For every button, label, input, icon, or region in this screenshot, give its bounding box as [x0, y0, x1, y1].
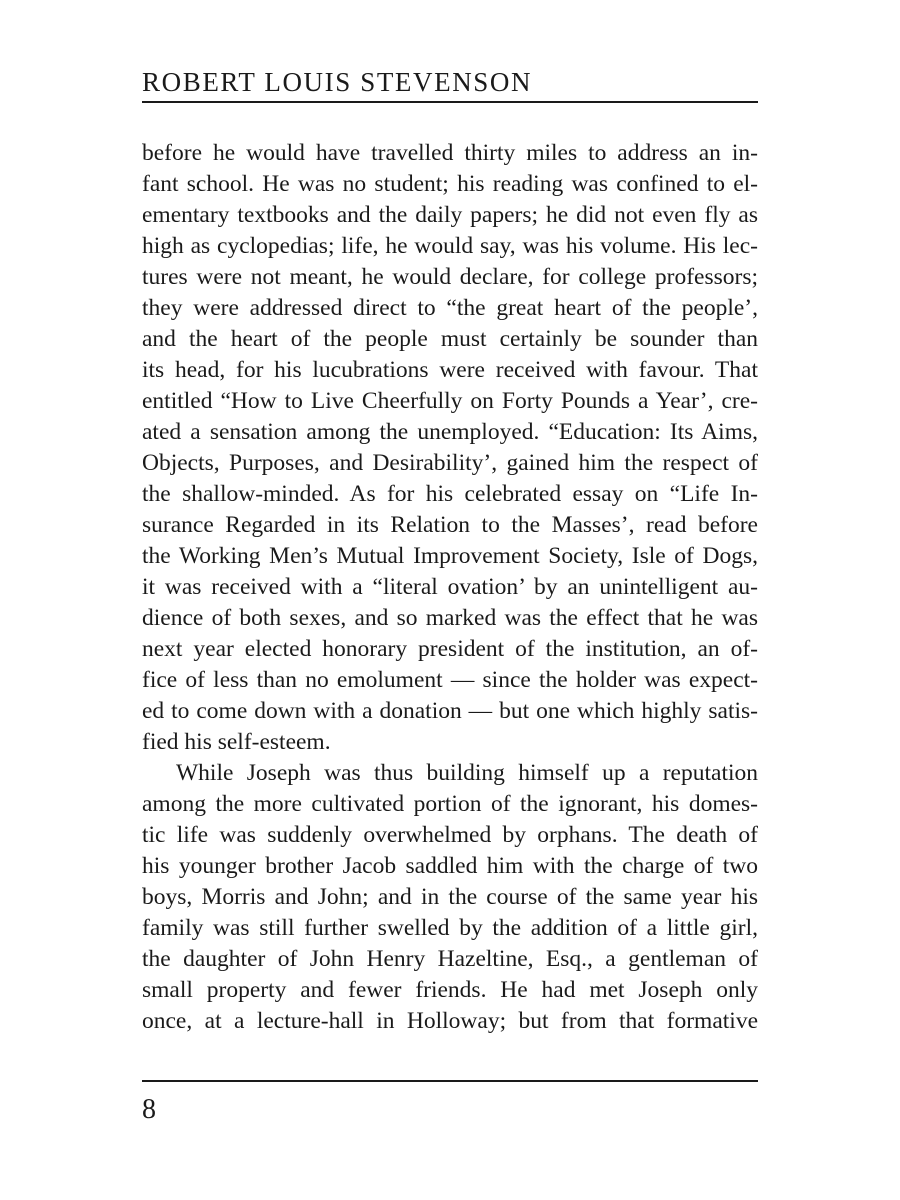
body-text: [142, 138, 758, 1037]
text-line: among the more cultivated portion of the ignorant, his domes-: [142, 791, 758, 817]
text-line: small property and fewer friends. He had met Joseph only: [142, 977, 758, 1003]
header-rule: [142, 101, 758, 103]
text-line: next year elected honorary president of the institution, an of-: [142, 636, 758, 662]
text-line: surance Regarded in its Relation to the Masses’, read before: [142, 512, 758, 538]
running-head: ROBERT LOUIS STEVENSON: [142, 67, 533, 97]
text-line: family was still further swelled by the addition of a little girl,: [142, 915, 758, 941]
page-number: 8: [142, 1094, 156, 1125]
text-line: ed to come down with a donation — but one which highly satis-: [142, 698, 758, 724]
text-line: While Joseph was thus building himself up a reputation: [176, 760, 758, 786]
text-line: fant school. He was no student; his reading was confined to el-: [142, 171, 758, 197]
text-line: they were addressed direct to “the great heart of the people’,: [142, 295, 758, 321]
text-line: boys, Morris and John; and in the course of the same year his: [142, 884, 758, 910]
text-line: high as cyclopedias; life, he would say, was his volume. His lec-: [142, 233, 758, 259]
text-line: before he would have travelled thirty miles to address an in-: [142, 140, 758, 166]
text-line: its head, for his lucubrations were received with favour. That: [142, 357, 758, 383]
paragraph: [142, 138, 758, 758]
text-line: ementary textbooks and the daily papers; he did not even fly as: [142, 202, 758, 228]
text-line: his younger brother Jacob saddled him with the charge of two: [142, 853, 758, 879]
text-line: fice of less than no emolument — since the holder was expect-: [142, 667, 758, 693]
text-line: entitled “How to Live Cheerfully on Forty Pounds a Year’, cre-: [142, 388, 758, 414]
text-line: the shallow-minded. As for his celebrated essay on “Life In-: [142, 481, 758, 507]
text-line: tures were not meant, he would declare, for college professors;: [142, 264, 758, 290]
text-line: the Working Men’s Mutual Improvement Society, Isle of Dogs,: [142, 543, 758, 569]
text-line: tic life was suddenly overwhelmed by orphans. The death of: [142, 822, 758, 848]
text-line: the daughter of John Henry Hazeltine, Esq., a gentleman of: [142, 946, 758, 972]
text-line: ated a sensation among the unemployed. “Education: Its Aims,: [142, 419, 758, 445]
paragraph: [142, 758, 758, 1037]
text-line: fied his self-esteem.: [142, 729, 331, 755]
text-line: it was received with a “literal ovation’ by an unintelligent au-: [142, 574, 758, 600]
text-line: dience of both sexes, and so marked was the effect that he was: [142, 605, 758, 631]
text-line: and the heart of the people must certainly be sounder than: [142, 326, 758, 352]
text-line: Objects, Purposes, and Desirability’, gained him the respect of: [142, 450, 758, 476]
footer-rule: [142, 1080, 758, 1082]
text-line: once, at a lecture-hall in Holloway; but from that formative: [142, 1008, 758, 1034]
